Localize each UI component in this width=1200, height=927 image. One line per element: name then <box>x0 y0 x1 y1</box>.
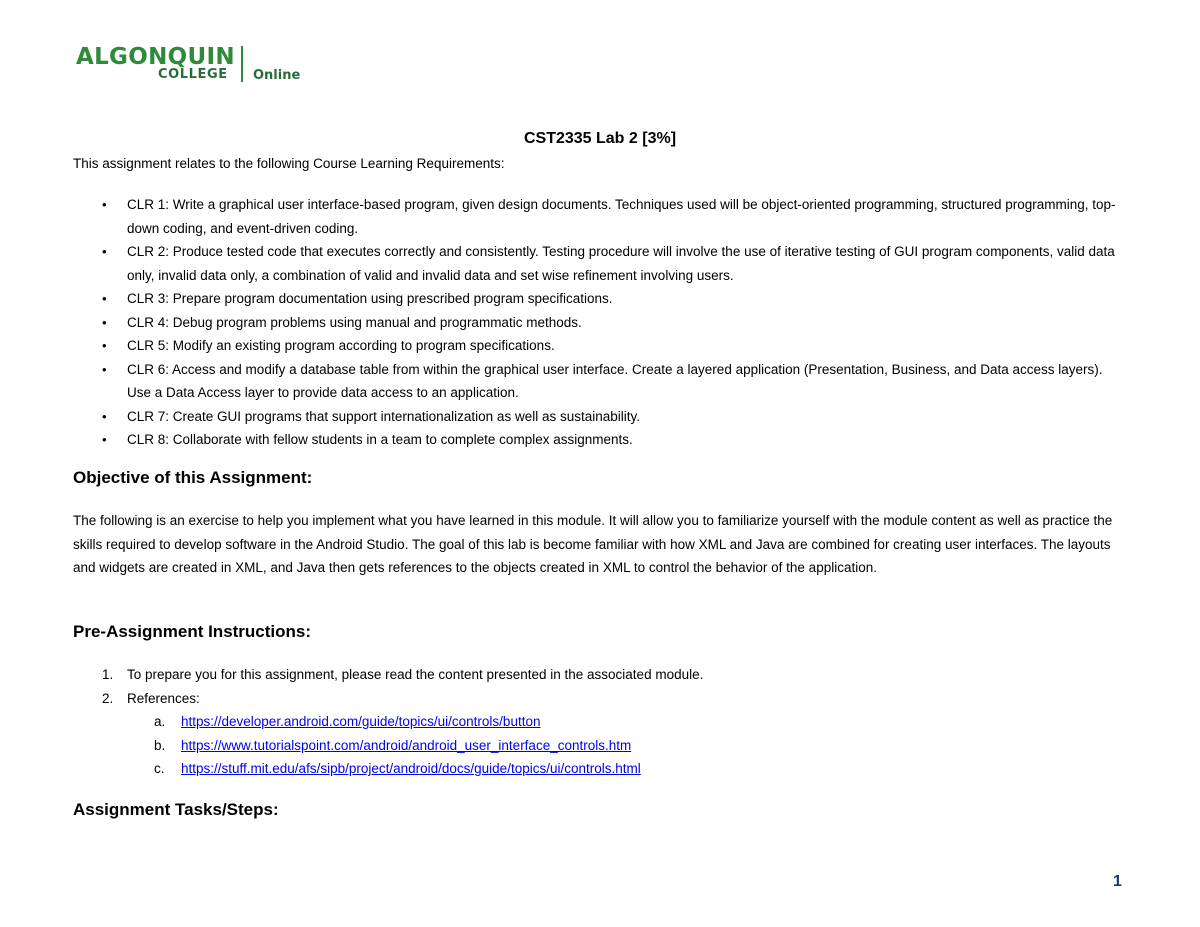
clr-text: CLR 1: Write a graphical user interface-based program, given design documents. Techniques used will be object-oriented programming, structured programming, top-down coding, and event-driven coding. <box>127 197 1116 236</box>
logo-online-label: Online <box>253 68 301 83</box>
list-item <box>102 334 1127 358</box>
reference-link[interactable]: https://stuff.mit.edu/afs/sipb/project/android/docs/guide/topics/ui/controls.html <box>181 761 641 776</box>
logo-wordmark: ALGONQUIN <box>76 44 235 70</box>
college-logo <box>74 43 314 87</box>
ref-letter: a. <box>154 714 166 729</box>
clr-text: CLR 6: Access and modify a database table from within the graphical user interface. Create a layered application (Presentation, Business, and Data access layers). Use a Data Access layer to provide data access to an application. <box>127 361 1103 400</box>
list-item <box>102 240 1127 287</box>
list-item <box>102 193 1127 240</box>
logo-divider <box>241 46 243 82</box>
bullet-icon: • <box>102 291 107 306</box>
list-item <box>102 311 1127 335</box>
bullet-icon: • <box>102 408 107 424</box>
logo-subtitle: COLLEGE <box>158 67 228 82</box>
bullet-icon: • <box>102 314 107 330</box>
clr-text: CLR 3: Prepare program documentation using prescribed program specifications. <box>127 291 613 306</box>
list-item <box>102 687 1200 711</box>
list-item <box>102 428 1127 452</box>
step-number: 1. <box>102 667 114 682</box>
pre-assignment-heading: Pre-Assignment Instructions: <box>73 622 312 641</box>
references-list <box>0 710 1200 781</box>
list-item <box>154 710 1200 734</box>
list-item <box>102 663 1200 687</box>
clr-text: CLR 4: Debug program problems using manual and programmatic methods. <box>127 314 582 330</box>
intro-text: This assignment relates to the following Course Learning Requirements: <box>73 156 505 171</box>
objective-heading: Objective of this Assignment: <box>73 468 313 487</box>
clr-text: CLR 7: Create GUI programs that support internationalization as well as sustainability. <box>127 408 640 424</box>
page-number: 1 <box>1113 873 1122 890</box>
clr-text: CLR 5: Modify an existing program according to program specifications. <box>127 338 555 353</box>
bullet-icon: • <box>102 338 107 353</box>
list-item <box>102 405 1127 429</box>
tasks-heading: Assignment Tasks/Steps: <box>73 800 279 819</box>
bullet-icon: • <box>102 197 107 212</box>
bullet-icon: • <box>102 244 107 259</box>
step-text: To prepare you for this assignment, please read the content presented in the associated module. <box>127 667 704 682</box>
list-item <box>102 287 1127 311</box>
clr-text: CLR 8: Collaborate with fellow students in a team to complete complex assignments. <box>127 432 633 447</box>
reference-link[interactable]: https://developer.android.com/guide/topics/ui/controls/button <box>181 714 541 729</box>
bullet-icon: • <box>102 361 107 377</box>
step-number: 2. <box>102 690 114 706</box>
bullet-icon: • <box>102 432 107 447</box>
ref-letter: b. <box>154 737 166 753</box>
step-text: References: <box>127 690 200 706</box>
clr-text: CLR 2: Produce tested code that executes correctly and consistently. Testing procedure will involve the use of iterative testing of GUI program components, valid data only, invalid data only, a combination of valid and invalid data and set wise refinement involving users. <box>127 244 1115 283</box>
clr-list <box>0 193 1200 452</box>
pre-assignment-steps <box>0 663 1200 781</box>
list-item <box>102 358 1127 405</box>
list-item <box>154 757 1200 781</box>
ref-letter: c. <box>154 761 165 776</box>
reference-link[interactable]: https://www.tutorialspoint.com/android/android_user_interface_controls.htm <box>181 737 632 753</box>
objective-paragraph: The following is an exercise to help you implement what you have learned in this module. It will allow you to familiarize yourself with the module content as well as practice the skills required to develop software in the Android Studio. The goal of this lab is become familiar with how XML and Java are combined for creating user interfaces. The layouts and widgets are created in XML, and Java then gets references to the objects created in XML to control the behavior of the application. <box>73 513 1113 576</box>
document-title: CST2335 Lab 2 [3%] <box>523 130 677 147</box>
list-item <box>154 734 1200 758</box>
